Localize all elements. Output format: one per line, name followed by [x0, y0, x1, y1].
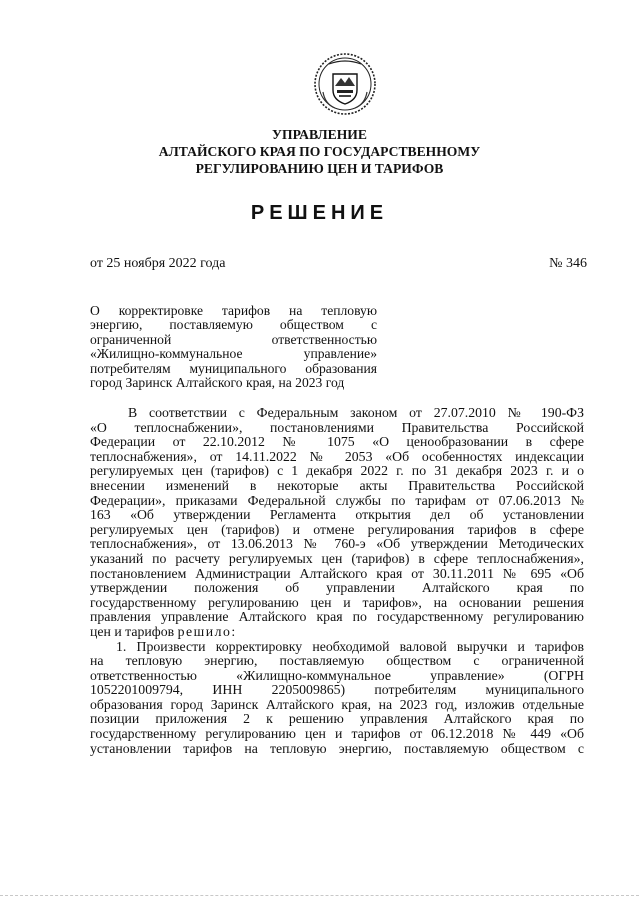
- body-line: указаний по расчету регулируемых цен (тарифов) в сфере теплоснабжения»,: [90, 550, 584, 566]
- authority-line: РЕГУЛИРОВАНИЮ ЦЕН И ТАРИФОВ: [195, 161, 444, 176]
- subject-line: город Заринск Алтайского края, на 2023 год: [90, 375, 345, 391]
- body-line: образования город Заринск Алтайского края, на 2023 год, изложив отдельные: [90, 696, 584, 712]
- body-line: 1. Произвести корректировку необходимой валовой выручки и тарифов: [116, 638, 584, 654]
- document-number: № 346: [549, 256, 587, 271]
- body-line: государственному регулированию цен и тарифов от 06.12.2018 № 449 «Об: [90, 726, 584, 742]
- document-date: от 25 ноября 2022 года: [90, 256, 226, 271]
- body-line: регулируемых цен (тарифов) и отмене регулирования тарифов в сфере: [90, 521, 584, 537]
- page-edge-divider: [0, 895, 639, 897]
- resolved-word: решило:: [177, 623, 237, 639]
- document-body: [90, 406, 584, 756]
- body-line: установлении тарифов на тепловую энергию, поставляемую обществом с: [90, 740, 584, 756]
- body-line: государственному регулированию цен и тарифов», на основании решения: [90, 594, 584, 610]
- body-text: цен и тарифов: [90, 623, 175, 639]
- body-line: теплоснабжения», от 13.06.2013 № 760-э «Об утверждении Методических: [90, 536, 584, 552]
- body-line: ответственностью «Жилищно-коммунальное управление» (ОГРН: [90, 667, 584, 683]
- body-line: «О теплоснабжении», постановлениями Правительства Российской: [90, 419, 584, 435]
- document-subject: [90, 304, 377, 390]
- body-line: [90, 625, 584, 640]
- body-line: Федерации», приказами Федеральной службы по тарифам от 07.06.2013 №: [90, 492, 584, 508]
- document-title: РЕШЕНИЕ: [250, 202, 389, 224]
- body-line: на тепловую энергию, поставляемую обществом с ограниченной: [90, 653, 584, 669]
- subject-line: О корректировке тарифов на тепловую: [90, 303, 377, 318]
- subject-line: энергию, поставляемую обществом с: [90, 317, 377, 333]
- body-line: 163 «Об утверждении Регламента открытия дел об установлении: [90, 507, 584, 523]
- subject-line: ограниченной ответственностью: [90, 331, 377, 347]
- body-line: теплоснабжения», от 14.11.2022 № 2053 «Об особенностях индексации: [90, 448, 584, 464]
- coat-of-arms-icon: [313, 52, 377, 116]
- body-line: утверждении положения об управлении Алтайского края по: [90, 580, 584, 596]
- subject-line: «Жилищно-коммунальное управление»: [90, 346, 377, 362]
- body-line: правления управление Алтайского края по государственному регулированию: [90, 609, 584, 625]
- body-line: внесении изменений в некоторые акты Правительства Российской: [90, 477, 584, 493]
- issuing-authority: [0, 126, 639, 177]
- subject-line: потребителям муниципального образования: [90, 360, 377, 376]
- body-line: регулируемых цен (тарифов) с 1 декабря 2022 г. по 31 декабря 2023 г. и о: [90, 463, 584, 479]
- body-line: Федерации от 22.10.2012 № 1075 «О ценообразовании в сфере: [90, 434, 584, 450]
- authority-line: АЛТАЙСКОГО КРАЯ ПО ГОСУДАРСТВЕННОМУ: [158, 144, 481, 159]
- body-line: 1052201009794, ИНН 2205009865) потребителям муниципального: [90, 682, 584, 698]
- body-line: В соответствии с Федеральным законом от 27.07.2010 № 190-ФЗ: [128, 405, 584, 420]
- authority-line: УПРАВЛЕНИЕ: [272, 127, 367, 142]
- body-line: постановлением Администрации Алтайского края от 30.11.2011 № 695 «Об: [90, 565, 584, 581]
- body-line: позиции приложения 2 к решению управления Алтайского края по: [90, 711, 584, 727]
